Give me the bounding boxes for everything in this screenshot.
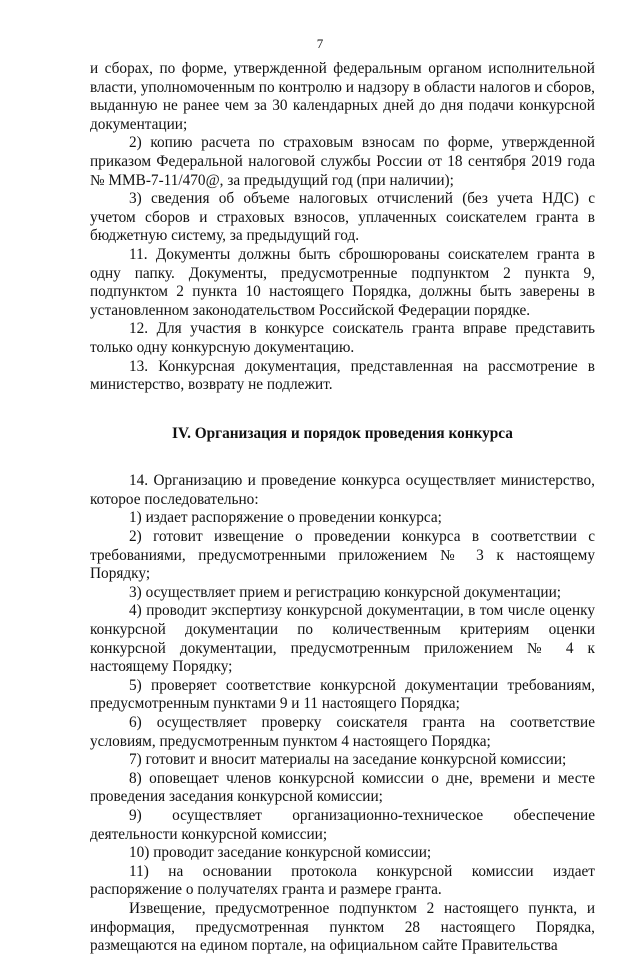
paragraphs-after xyxy=(90,472,595,955)
paragraph: 11) на основании протокола конкурсной комиссии издает распоряжение о получателях гранта и размере гранта. xyxy=(90,862,595,899)
paragraph: и сборах, по форме, утвержденной федеральным органом исполнительной власти, уполномоченным по контролю и надзору в области налогов и сборов, выданную не ранее чем за 30 календарных дней до дня подачи конкурсной документации; xyxy=(90,60,596,133)
section-heading: IV. Организация и порядок проведения конкурса xyxy=(172,424,513,442)
paragraph: 4) проводит экспертизу конкурсной документации, в том числе оценку конкурсной документации по количественным критериям оценки конкурсной документации, предусмотренным приложением № 4 к настоящему Порядку; xyxy=(90,602,595,676)
paragraph: 9) осуществляет организационно-техническое обеспечение деятельности конкурсной комиссии; xyxy=(90,806,595,843)
paragraph: 1) издает распоряжение о проведении конкурса; xyxy=(129,509,442,527)
paragraph: 12. Для участия в конкурсе соискатель гранта вправе представить только одну конкурсную документацию. xyxy=(90,320,595,356)
paragraph: 11. Документы должны быть сброшюрованы соискателем гранта в одну папку. Документы, предусмотренные подпунктом 2 пункта 9, подпунктом 2 пункта 10 настоящего Порядка, должны быть заверены в установленном законодательством Российской Федерации порядке. xyxy=(90,245,595,319)
paragraphs-before xyxy=(90,60,595,395)
paragraph: Извещение, предусмотренное подпунктом 2 настоящего пункта, и информация, предусмотренная пунктом 28 настоящего Порядка, размещаются на едином портале, на официальном сайте Правительства xyxy=(90,899,595,955)
document-body xyxy=(90,60,595,956)
paragraph: 10) проводит заседание конкурсной комиссии; xyxy=(129,844,432,862)
paragraph: 8) оповещает членов конкурсной комиссии о дне, времени и месте проведения заседания конкурсной комиссии; xyxy=(90,769,595,806)
paragraph: 14. Организацию и проведение конкурса осуществляет министерство, которое последовательно: xyxy=(90,472,595,508)
paragraph: 5) проверяет соответствие конкурсной документации требованиям, предусмотренным пунктами 9 и 11 настоящего Порядка; xyxy=(90,676,595,713)
paragraph: 6) осуществляет проверку соискателя гранта на соответствие условиям, предусмотренным пунктом 4 настоящего Порядка; xyxy=(90,714,595,750)
paragraph: 2) копию расчета по страховым взносам по форме, утвержденной приказом Федеральной налоговой службы России от 18 сентября 2019 года № ММВ-7-11/470@, за предыдущий год (при наличии); xyxy=(90,134,595,189)
paragraph: 13. Конкурсная документация, представленная на рассмотрение в министерство, возврату не подлежит. xyxy=(90,357,595,394)
page-number: 7 xyxy=(316,36,324,51)
paragraph: 7) готовит и вносит материалы на заседание конкурсной комиссии; xyxy=(129,751,567,769)
paragraph: 2) готовит извещение о проведении конкурса в соответствии с требованиями, предусмотренными приложением № 3 к настоящему Порядку; xyxy=(90,528,595,583)
paragraph: 3) сведения об объеме налоговых отчислений (без учета НДС) с учетом сборов и страховых взносов, уплаченных соискателем гранта в бюджетную систему, за предыдущий год. xyxy=(90,190,595,245)
paragraph: 3) осуществляет прием и регистрацию конкурсной документации; xyxy=(129,583,562,601)
